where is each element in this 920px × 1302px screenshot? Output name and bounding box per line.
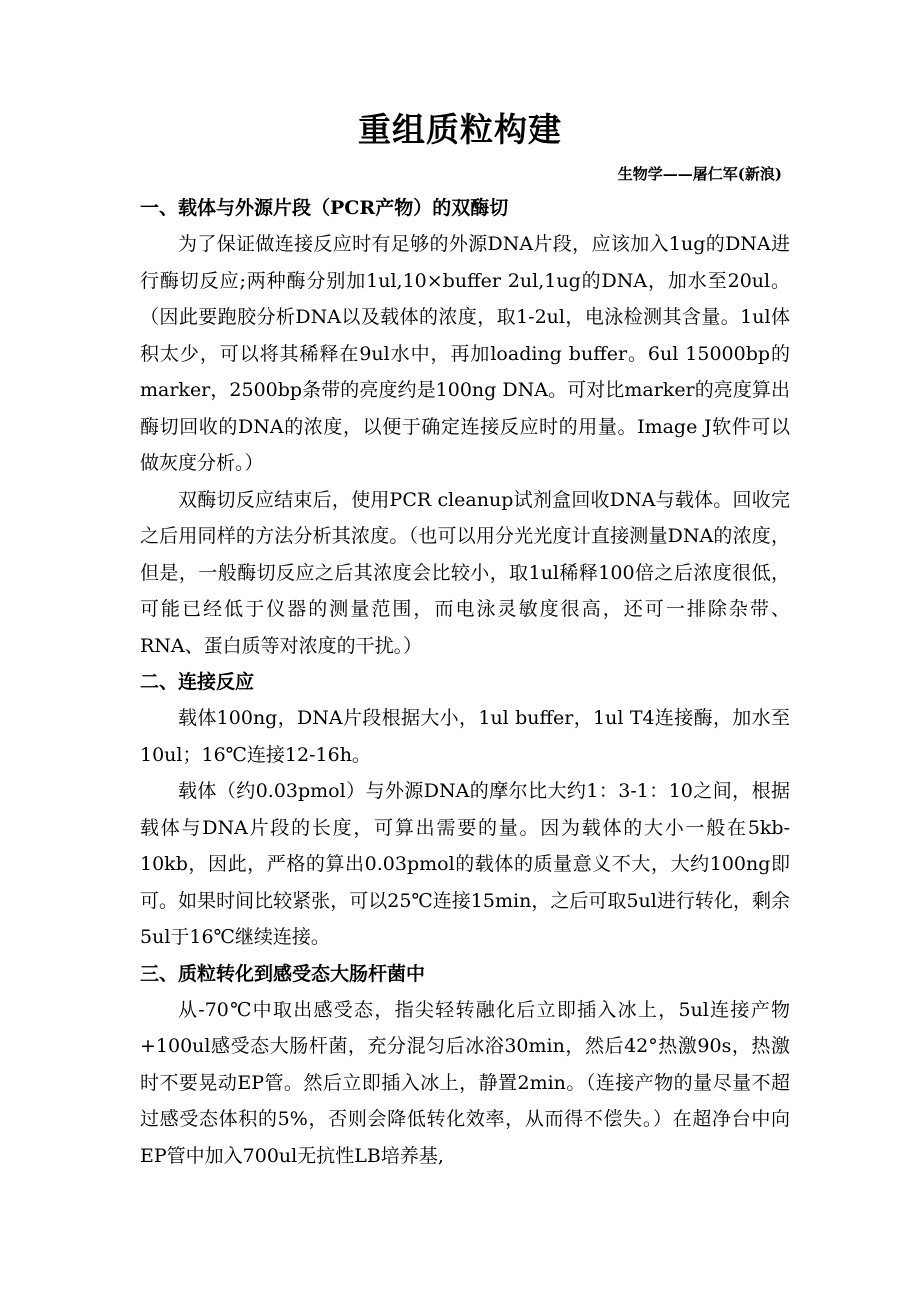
paragraph: 为了保证做连接反应时有足够的外源DNA片段，应该加入1ug的DNA进行酶切反应;两种酶分别加1ul,10×buffer 2ul,1ug的DNA，加水至20ul。（因此要跑胶分析DNA以及载体的浓度，取1-2ul，电泳检测其含量。1ul体积太少，可以将其稀释在9ul水中，再加loading buffer。6ul 15000bp的marker，2500bp条带的亮度约是100ng DNA。可对比marker的亮度算出酶切回收的DNA的浓度，以便于确定连接反应时的用量。Image J软件可以做灰度分析。） <box>140 233 790 474</box>
paragraph: 从-70℃中取出感受态，指尖轻转融化后立即插入冰上，5ul连接产物+100ul感受态大肠杆菌，充分混匀后冰浴30min，然后42°热激90s，热激时不要晃动EP管。然后立即插入冰上，静置2min。（连接产物的量尽量不超过感受态体积的5%，否则会降低转化效率，从而得不偿失。）在超净台中向EP管中加入700ul无抗性LB培养基, <box>140 998 790 1167</box>
section-heading: 三、质粒转化到感受态大肠杆菌中 <box>140 962 426 985</box>
section-transformation <box>140 956 790 1175</box>
document-body <box>140 190 790 1174</box>
paragraph: 载体100ng，DNA片段根据大小，1ul buffer，1ul T4连接酶，加水至10ul；16℃连接12-16h。 <box>140 707 790 766</box>
section-digestion <box>140 190 790 664</box>
section-heading: 二、连接反应 <box>140 671 255 693</box>
paragraph: 双酶切反应结束后，使用PCR cleanup试剂盒回收DNA与载体。回收完之后用同样的方法分析其浓度。（也可以用分光光度计直接测量DNA的浓度，但是，一般酶切反应之后其浓度会比较小，取1ul稀释100倍之后浓度很低，可能已经低于仪器的测量范围，而电泳灵敏度很高，还可一排除杂带、RNA、蛋白质等对浓度的干扰。） <box>140 488 790 657</box>
paragraph: 载体（约0.03pmol）与外源DNA的摩尔比大约1：3-1：10之间，根据载体与DNA片段的长度，可算出需要的量。因为载体的大小一般在5kb-10kb，因此，严格的算出0.03pmol的载体的质量意义不大，大约100ng即可。如果时间比较紧张，可以25℃连接15min，之后可取5ul进行转化，剩余5ul于16℃继续连接。 <box>140 780 790 948</box>
section-ligation <box>140 664 790 956</box>
page-title: 重组质粒构建 <box>358 110 562 149</box>
author-line: 生物学——屠仁军(新浪) <box>617 165 782 183</box>
section-heading: 一、载体与外源片段（PCR产物）的双酶切 <box>140 197 509 219</box>
